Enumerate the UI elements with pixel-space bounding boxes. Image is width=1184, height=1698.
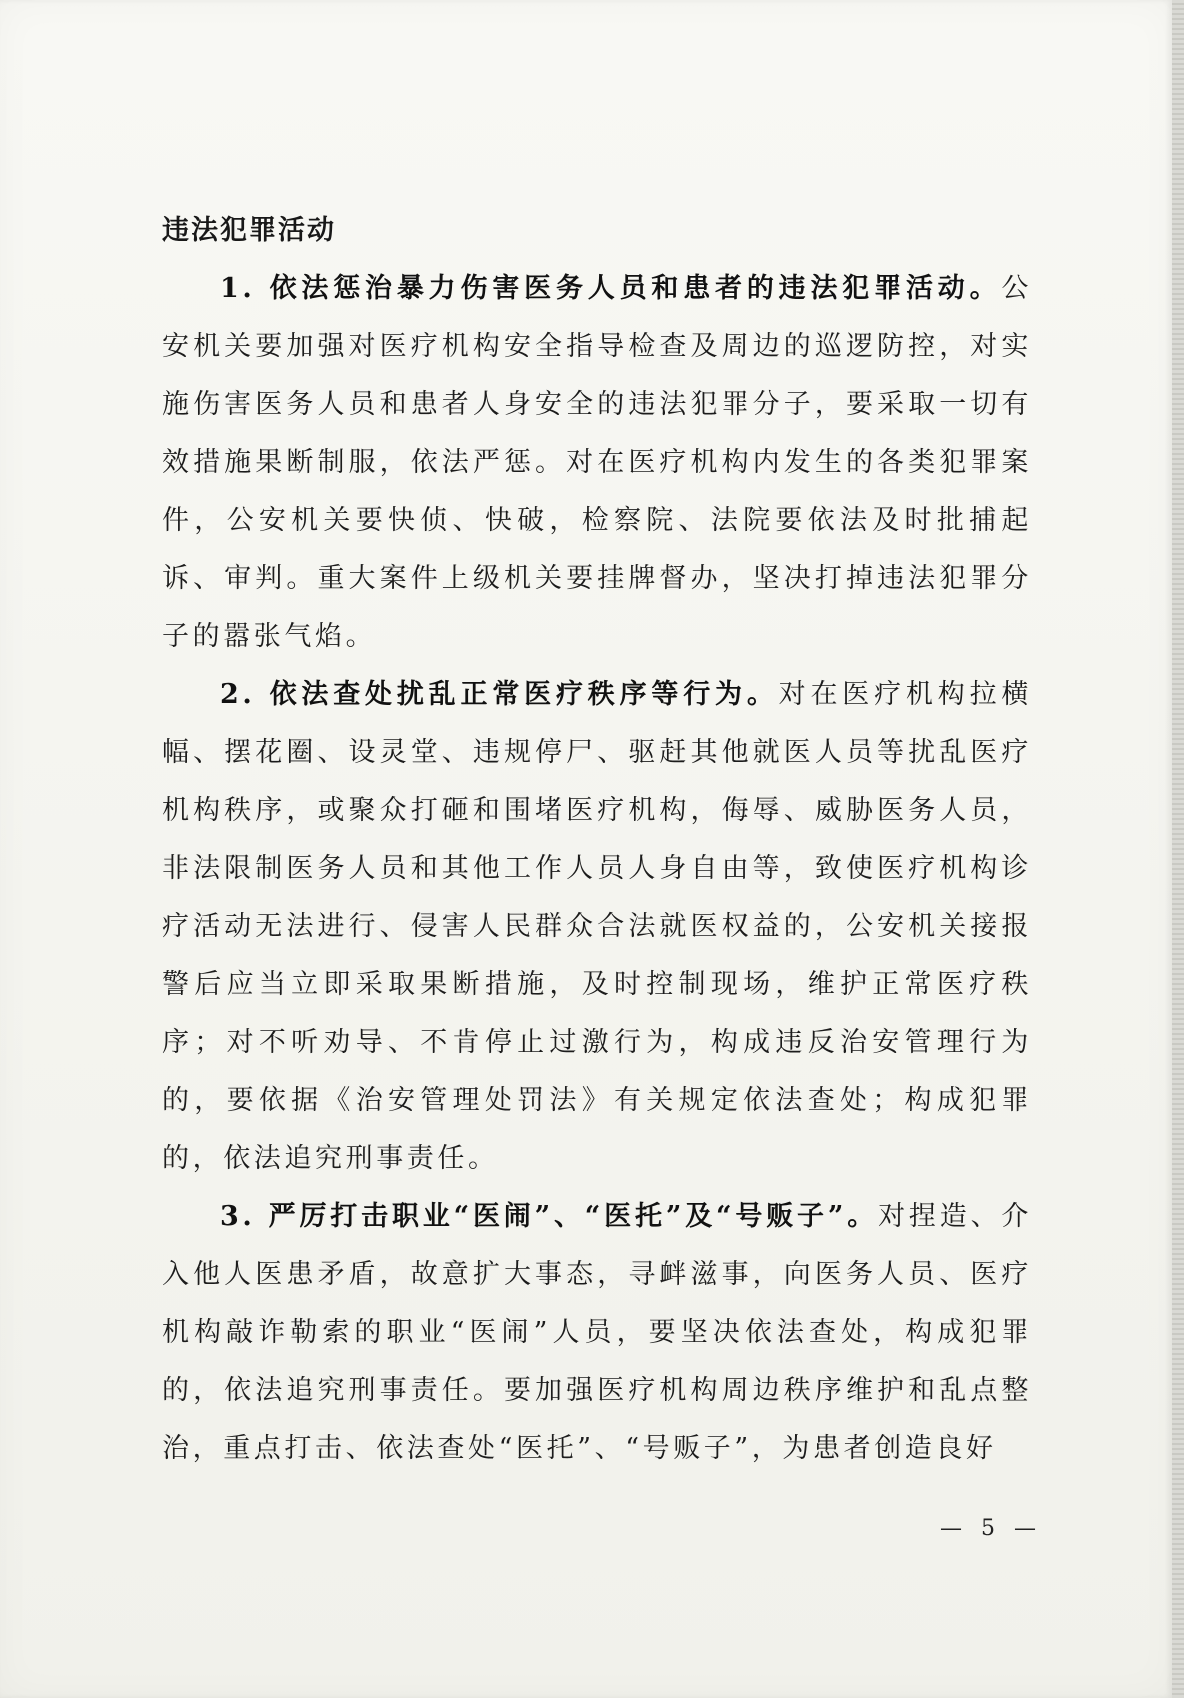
paragraph-2 (162, 666, 1032, 1188)
paragraph-3-body: 对捏造、介入他人医患矛盾，故意扩大事态，寻衅滋事，向医务人员、医疗机构敲诈勒索的职业“医闹”人员，要坚决依法查处，构成犯罪的，依法追究刑事责任。要加强医疗机构周边秩序维护和乱点整治，重点打击、依法查处“医托”、“号贩子”，为患者创造良好 (162, 1201, 1032, 1464)
page-number: — 5 — (940, 1516, 1042, 1541)
scan-edge (1172, 0, 1184, 1698)
document-body (162, 202, 1032, 1478)
section-heading: 违法犯罪活动 (162, 215, 336, 246)
paragraph-1-lead: 1. 依法惩治暴力伤害医务人员和患者的违法犯罪活动。 (220, 273, 1002, 304)
paragraph-2-lead: 2. 依法查处扰乱正常医疗秩序等行为。 (220, 679, 779, 710)
paragraph-3-lead: 3. 严厉打击职业“医闹”、“医托”及“号贩子”。 (220, 1201, 879, 1232)
paragraph-3 (162, 1188, 1032, 1478)
paragraph-1 (162, 260, 1032, 666)
paragraph-2-body: 对在医疗机构拉横幅、摆花圈、设灵堂、违规停尸、驱赶其他就医人员等扰乱医疗机构秩序，或聚众打砸和围堵医疗机构，侮辱、威胁医务人员，非法限制医务人员和其他工作人员人身自由等，致使医疗机构诊疗活动无法进行、侵害人民群众合法就医权益的，公安机关接报警后应当立即采取果断措施，及时控制现场，维护正常医疗秩序；对不听劝导、不肯停止过激行为，构成违反治安管理行为的，要依据《治安管理处罚法》有关规定依法查处；构成犯罪的，依法追究刑事责任。 (162, 679, 1032, 1174)
paragraph-1-body: 公安机关要加强对医疗机构安全指导检查及周边的巡逻防控，对实施伤害医务人员和患者人身安全的违法犯罪分子，要采取一切有效措施果断制服，依法严惩。对在医疗机构内发生的各类犯罪案件，公安机关要快侦、快破，检察院、法院要依法及时批捕起诉、审判。重大案件上级机关要挂牌督办，坚决打掉违法犯罪分子的嚣张气焰。 (162, 273, 1032, 652)
